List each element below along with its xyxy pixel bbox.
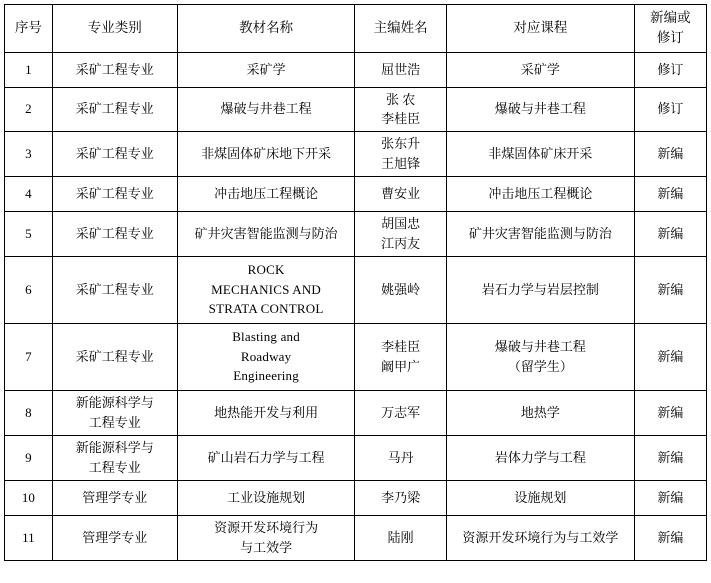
cell-major bbox=[52, 176, 177, 211]
cell-course-line: 地热学 bbox=[520, 404, 560, 420]
cell-title bbox=[177, 515, 355, 560]
cell-editor-line: 张 农 bbox=[386, 91, 416, 107]
table-row bbox=[5, 52, 707, 87]
table-row bbox=[5, 87, 707, 131]
cell-editor-line: 阚甲广 bbox=[381, 358, 421, 374]
cell-title bbox=[177, 256, 355, 323]
cell-status-line: 新编 bbox=[657, 489, 684, 505]
cell-course-line: （留学生） bbox=[507, 358, 573, 374]
cell-editor bbox=[355, 256, 446, 323]
cell-no: 2 bbox=[5, 87, 53, 131]
table-row bbox=[5, 176, 707, 211]
cell-status bbox=[634, 435, 706, 480]
cell-no: 7 bbox=[5, 323, 53, 390]
cell-no: 6 bbox=[5, 256, 53, 323]
cell-status-line: 修订 bbox=[657, 101, 684, 117]
cell-course bbox=[446, 323, 634, 390]
cell-status-line: 新编 bbox=[657, 185, 684, 201]
cell-major bbox=[52, 256, 177, 323]
cell-status-line: 新编 bbox=[657, 404, 684, 420]
cell-status bbox=[634, 176, 706, 211]
cell-status bbox=[634, 87, 706, 131]
cell-status-line: 新编 bbox=[657, 145, 684, 161]
cell-status bbox=[634, 515, 706, 560]
column-header-status-line1: 新编或 bbox=[650, 10, 691, 25]
cell-editor-line: 李桂臣 bbox=[381, 339, 421, 354]
column-header-course: 对应课程 bbox=[446, 5, 634, 53]
cell-title-line: MECHANICS AND bbox=[211, 281, 322, 297]
cell-major bbox=[52, 480, 177, 515]
column-header-major: 专业类别 bbox=[52, 5, 177, 53]
cell-title-line: 采矿学 bbox=[246, 61, 286, 77]
cell-major-line: 新能源科学与 bbox=[75, 440, 154, 455]
cell-no: 8 bbox=[5, 390, 53, 435]
cell-major-line: 管理学专业 bbox=[82, 529, 148, 545]
cell-title-line: 与工效学 bbox=[240, 539, 293, 555]
cell-editor-line: 姚强岭 bbox=[381, 281, 421, 297]
cell-major-line: 新能源科学与 bbox=[75, 395, 154, 410]
textbook-table bbox=[4, 4, 707, 561]
table-row bbox=[5, 390, 707, 435]
cell-title bbox=[177, 87, 355, 131]
table-row bbox=[5, 435, 707, 480]
cell-major bbox=[52, 131, 177, 176]
table-row bbox=[5, 256, 707, 323]
cell-status bbox=[634, 390, 706, 435]
cell-editor bbox=[355, 176, 446, 211]
cell-no: 3 bbox=[5, 131, 53, 176]
cell-course bbox=[446, 211, 634, 256]
cell-no: 5 bbox=[5, 211, 53, 256]
cell-title-line: 地热能开发与利用 bbox=[214, 404, 319, 420]
cell-no: 11 bbox=[5, 515, 53, 560]
cell-title-line: 工业设施规划 bbox=[227, 489, 306, 505]
cell-status-line: 新编 bbox=[657, 449, 684, 465]
cell-major-line: 采矿工程专业 bbox=[75, 225, 154, 241]
cell-no: 4 bbox=[5, 176, 53, 211]
cell-title bbox=[177, 176, 355, 211]
cell-editor-line: 胡国忠 bbox=[381, 216, 421, 231]
cell-editor bbox=[355, 87, 446, 131]
cell-major-line: 工程专业 bbox=[88, 414, 141, 430]
cell-course-line: 冲击地压工程概论 bbox=[488, 185, 593, 201]
cell-title-line: STRATA CONTROL bbox=[208, 301, 324, 317]
cell-major-line: 采矿工程专业 bbox=[75, 61, 154, 77]
cell-editor-line: 李乃梁 bbox=[381, 489, 421, 505]
cell-title-line: 爆破与井巷工程 bbox=[220, 101, 312, 117]
cell-course-line: 非煤固体矿床开采 bbox=[488, 145, 593, 161]
cell-title-line: Blasting and bbox=[232, 329, 300, 345]
cell-course-line: 岩体力学与工程 bbox=[494, 449, 586, 465]
cell-editor-line: 屈世浩 bbox=[381, 61, 421, 77]
cell-status-line: 新编 bbox=[657, 225, 684, 241]
cell-no: 9 bbox=[5, 435, 53, 480]
cell-title bbox=[177, 211, 355, 256]
cell-status bbox=[634, 480, 706, 515]
cell-editor bbox=[355, 323, 446, 390]
column-header-status-line2: 修订 bbox=[656, 30, 684, 46]
cell-editor-line: 万志军 bbox=[381, 404, 421, 420]
cell-course bbox=[446, 87, 634, 131]
cell-course-line: 采矿学 bbox=[520, 61, 560, 77]
cell-editor-line: 陆刚 bbox=[387, 529, 414, 545]
cell-course-line: 资源开发环境行为与工效学 bbox=[462, 529, 619, 545]
cell-status bbox=[634, 323, 706, 390]
cell-status bbox=[634, 131, 706, 176]
cell-editor-line: 江丙友 bbox=[381, 235, 421, 251]
cell-editor bbox=[355, 435, 446, 480]
cell-course-line: 岩石力学与岩层控制 bbox=[481, 281, 599, 297]
cell-major-line: 采矿工程专业 bbox=[75, 185, 154, 201]
cell-major bbox=[52, 211, 177, 256]
cell-status bbox=[634, 211, 706, 256]
table-row bbox=[5, 131, 707, 176]
cell-course-line: 爆破与井巷工程 bbox=[494, 101, 586, 117]
cell-editor-line: 王旭锋 bbox=[381, 155, 421, 171]
cell-course-line: 设施规划 bbox=[514, 489, 567, 505]
table-header bbox=[5, 5, 707, 53]
cell-title-line: ROCK bbox=[247, 262, 285, 278]
cell-status-line: 新编 bbox=[657, 348, 684, 364]
cell-major bbox=[52, 435, 177, 480]
cell-editor bbox=[355, 131, 446, 176]
table-header-row bbox=[5, 5, 707, 53]
cell-major-line: 采矿工程专业 bbox=[75, 145, 154, 161]
cell-title bbox=[177, 52, 355, 87]
cell-course bbox=[446, 52, 634, 87]
cell-status-line: 新编 bbox=[657, 529, 684, 545]
cell-course bbox=[446, 176, 634, 211]
table-row bbox=[5, 515, 707, 560]
cell-major bbox=[52, 323, 177, 390]
cell-title-line: Roadway bbox=[240, 348, 292, 364]
cell-major bbox=[52, 390, 177, 435]
cell-course bbox=[446, 480, 634, 515]
cell-major-line: 采矿工程专业 bbox=[75, 101, 154, 117]
cell-editor-line: 张东升 bbox=[381, 136, 421, 151]
column-header-status bbox=[634, 5, 706, 53]
table-row bbox=[5, 211, 707, 256]
cell-course bbox=[446, 256, 634, 323]
cell-major-line: 工程专业 bbox=[88, 459, 141, 475]
table-row bbox=[5, 323, 707, 390]
cell-title bbox=[177, 435, 355, 480]
cell-editor bbox=[355, 515, 446, 560]
cell-no: 10 bbox=[5, 480, 53, 515]
cell-editor bbox=[355, 211, 446, 256]
column-header-no: 序号 bbox=[5, 5, 53, 53]
cell-course bbox=[446, 515, 634, 560]
cell-title-line: Engineering bbox=[233, 368, 299, 384]
cell-editor-line: 曹安业 bbox=[381, 185, 421, 201]
cell-title-line: 矿山岩石力学与工程 bbox=[207, 449, 325, 465]
cell-major bbox=[52, 515, 177, 560]
column-header-title: 教材名称 bbox=[177, 5, 355, 53]
cell-course-line: 爆破与井巷工程 bbox=[494, 339, 586, 354]
cell-major bbox=[52, 52, 177, 87]
cell-title bbox=[177, 390, 355, 435]
cell-major-line: 采矿工程专业 bbox=[75, 281, 154, 297]
cell-title-line: 非煤固体矿床地下开采 bbox=[201, 145, 332, 161]
cell-title bbox=[177, 131, 355, 176]
cell-major bbox=[52, 87, 177, 131]
cell-editor bbox=[355, 52, 446, 87]
cell-title-line: 冲击地压工程概论 bbox=[214, 185, 319, 201]
cell-editor-line: 马丹 bbox=[387, 449, 414, 465]
cell-course-line: 矿井灾害智能监测与防治 bbox=[468, 225, 612, 241]
column-header-editor: 主编姓名 bbox=[355, 5, 446, 53]
cell-status bbox=[634, 52, 706, 87]
cell-course bbox=[446, 131, 634, 176]
cell-editor bbox=[355, 480, 446, 515]
cell-course bbox=[446, 390, 634, 435]
cell-title-line: 矿井灾害智能监测与防治 bbox=[194, 225, 338, 241]
cell-major-line: 采矿工程专业 bbox=[75, 348, 154, 364]
cell-title bbox=[177, 480, 355, 515]
cell-status-line: 新编 bbox=[657, 281, 684, 297]
table-row bbox=[5, 480, 707, 515]
cell-title bbox=[177, 323, 355, 390]
cell-status bbox=[634, 256, 706, 323]
cell-course bbox=[446, 435, 634, 480]
cell-no: 1 bbox=[5, 52, 53, 87]
table-body bbox=[5, 52, 707, 560]
cell-major-line: 管理学专业 bbox=[82, 489, 148, 505]
cell-editor bbox=[355, 390, 446, 435]
cell-editor-line: 李桂臣 bbox=[381, 111, 421, 126]
cell-title-line: 资源开发环境行为 bbox=[214, 520, 319, 535]
cell-status-line: 修订 bbox=[657, 61, 684, 77]
